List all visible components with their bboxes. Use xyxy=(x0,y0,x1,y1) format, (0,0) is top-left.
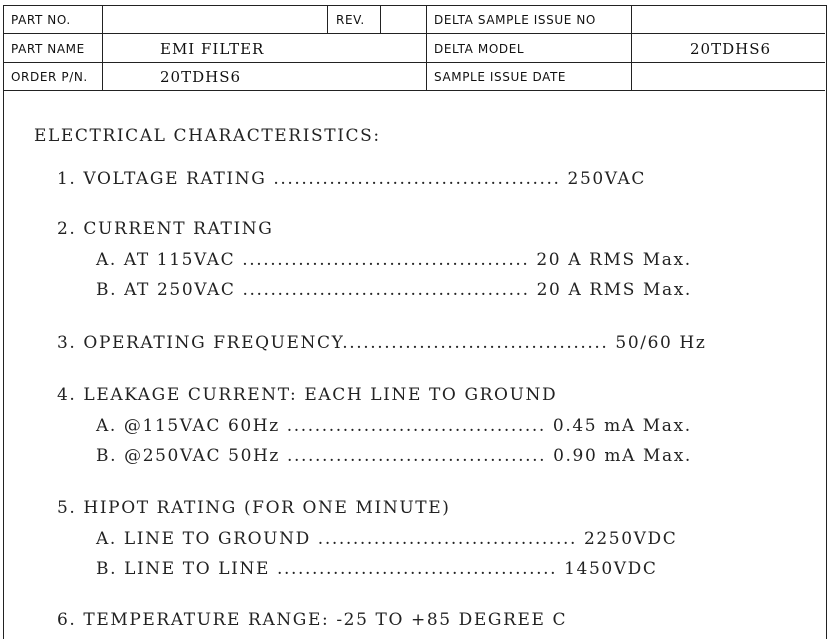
header-rule-1 xyxy=(4,33,825,34)
order-pn-value: 20TDHS6 xyxy=(160,68,242,86)
current-rating-b-line: B. AT 250VAC ......................................... 20 A RMS Max. xyxy=(96,280,692,300)
current-rating-title: 2. CURRENT RATING xyxy=(57,219,274,239)
header-col-rev xyxy=(327,6,328,33)
delta-model-value: 20TDHS6 xyxy=(690,40,772,58)
leakage-current-b-line: B. @250VAC 50Hz ..................................... 0.90 mA Max. xyxy=(96,446,692,466)
operating-frequency-line: 3. OPERATING FREQUENCY...................................... 50/60 Hz xyxy=(57,333,707,353)
header-col-1 xyxy=(102,6,103,90)
spec-sheet xyxy=(3,5,827,639)
hipot-rating-b-line: B. LINE TO LINE ........................................ 1450VDC xyxy=(96,559,658,579)
voltage-rating-line: 1. VOLTAGE RATING ......................................... 250VAC xyxy=(57,169,646,189)
part-name-value: EMI FILTER xyxy=(160,40,265,58)
header-rule-2 xyxy=(4,62,825,63)
header-col-3 xyxy=(631,6,632,90)
delta-model-label: DELTA MODEL xyxy=(434,42,525,56)
leakage-current-a-line: A. @115VAC 60Hz ..................................... 0.45 mA Max. xyxy=(96,416,692,436)
header-col-2 xyxy=(426,6,427,90)
header-col-rev-value xyxy=(380,6,381,33)
current-rating-a-line: A. AT 115VAC ......................................... 20 A RMS Max. xyxy=(96,250,692,270)
temperature-range-line: 6. TEMPERATURE RANGE: -25 TO +85 DEGREE C xyxy=(57,610,568,630)
leakage-current-title: 4. LEAKAGE CURRENT: EACH LINE TO GROUND xyxy=(57,385,558,405)
header-rule-3 xyxy=(4,90,825,91)
delta-sample-issue-no-label: DELTA SAMPLE ISSUE NO xyxy=(434,13,596,27)
order-pn-label: ORDER P/N. xyxy=(11,70,88,84)
rev-label: REV. xyxy=(336,13,365,27)
part-no-label: PART NO. xyxy=(11,13,71,27)
part-name-label: PART NAME xyxy=(11,42,85,56)
header-table xyxy=(4,6,825,94)
sample-issue-date-label: SAMPLE ISSUE DATE xyxy=(434,70,567,84)
hipot-rating-a-line: A. LINE TO GROUND ..................................... 2250VDC xyxy=(96,529,678,549)
section-title: ELECTRICAL CHARACTERISTICS: xyxy=(34,126,381,146)
hipot-rating-title: 5. HIPOT RATING (FOR ONE MINUTE) xyxy=(57,498,451,518)
